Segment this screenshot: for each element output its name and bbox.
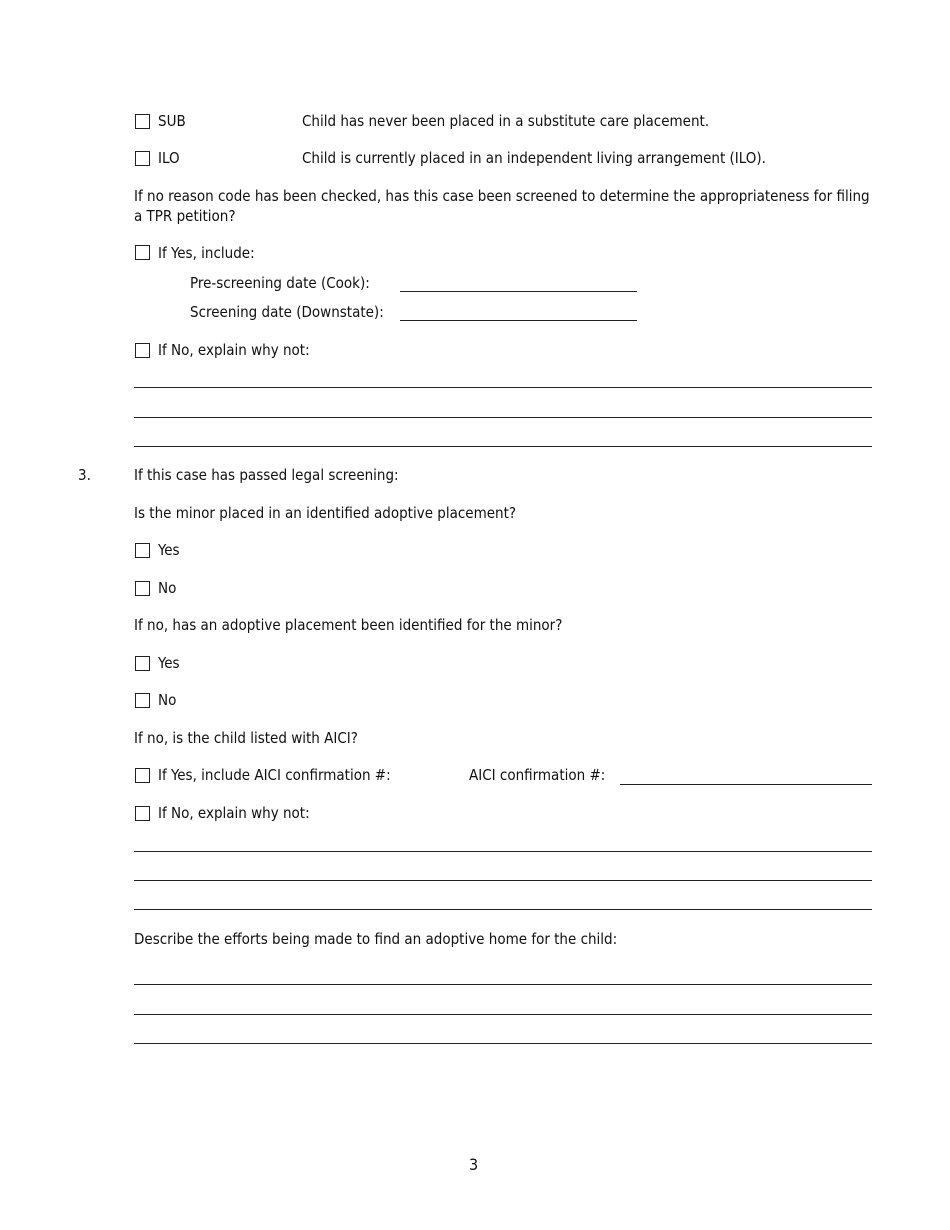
section-number: 3. <box>78 466 91 484</box>
aici-explanation-line-2[interactable] <box>134 880 872 881</box>
prescreening-date-field[interactable] <box>400 291 637 292</box>
explanation-line-2[interactable] <box>134 417 872 418</box>
if-yes-checkbox[interactable] <box>135 245 150 260</box>
placement-identified-question: If no, has an adoptive placement been identified for the minor? <box>134 616 563 634</box>
efforts-line-1[interactable] <box>134 984 872 985</box>
q2-no-checkbox[interactable] <box>135 693 150 708</box>
q2-yes-checkbox[interactable] <box>135 656 150 671</box>
explanation-line-1[interactable] <box>134 387 872 388</box>
aici-question: If no, is the child listed with AICI? <box>134 729 358 747</box>
page-number: 3 <box>469 1155 479 1174</box>
sub-checkbox[interactable] <box>135 114 150 129</box>
aici-confirmation-label: AICI confirmation #: <box>469 766 606 784</box>
explanation-line-3[interactable] <box>134 446 872 447</box>
describe-efforts-label: Describe the efforts being made to find an adoptive home for the child: <box>134 930 618 948</box>
adoptive-placement-question: Is the minor placed in an identified adoptive placement? <box>134 504 517 522</box>
screening-date-label: Screening date (Downstate): <box>190 303 384 321</box>
aici-explanation-line-1[interactable] <box>134 851 872 852</box>
screening-date-field[interactable] <box>400 320 637 321</box>
efforts-line-2[interactable] <box>134 1014 872 1015</box>
sub-code-label: SUB <box>158 112 186 130</box>
if-no-label: If No, explain why not: <box>158 341 310 359</box>
if-yes-label: If Yes, include: <box>158 244 255 262</box>
sub-description: Child has never been placed in a substitute care placement. <box>302 112 710 130</box>
q1-no-checkbox[interactable] <box>135 581 150 596</box>
aici-no-checkbox[interactable] <box>135 806 150 821</box>
aici-yes-label: If Yes, include AICI confirmation #: <box>158 766 391 784</box>
aici-explanation-line-3[interactable] <box>134 909 872 910</box>
prescreening-date-label: Pre-screening date (Cook): <box>190 274 370 292</box>
aici-yes-checkbox[interactable] <box>135 768 150 783</box>
ilo-description: Child is currently placed in an independent living arrangement (ILO). <box>302 149 766 167</box>
q2-yes-label: Yes <box>158 654 180 672</box>
q1-no-label: No <box>158 579 177 597</box>
q2-no-label: No <box>158 691 177 709</box>
q1-yes-label: Yes <box>158 541 180 559</box>
q1-yes-checkbox[interactable] <box>135 543 150 558</box>
screening-question: If no reason code has been checked, has this case been screened to determine the appropriateness for filing a TPR petition? <box>134 187 870 225</box>
ilo-code-label: ILO <box>158 149 180 167</box>
aici-no-label: If No, explain why not: <box>158 804 310 822</box>
if-no-checkbox[interactable] <box>135 343 150 358</box>
section-intro: If this case has passed legal screening: <box>134 466 399 484</box>
ilo-checkbox[interactable] <box>135 151 150 166</box>
aici-confirmation-field[interactable] <box>620 784 872 785</box>
efforts-line-3[interactable] <box>134 1043 872 1044</box>
